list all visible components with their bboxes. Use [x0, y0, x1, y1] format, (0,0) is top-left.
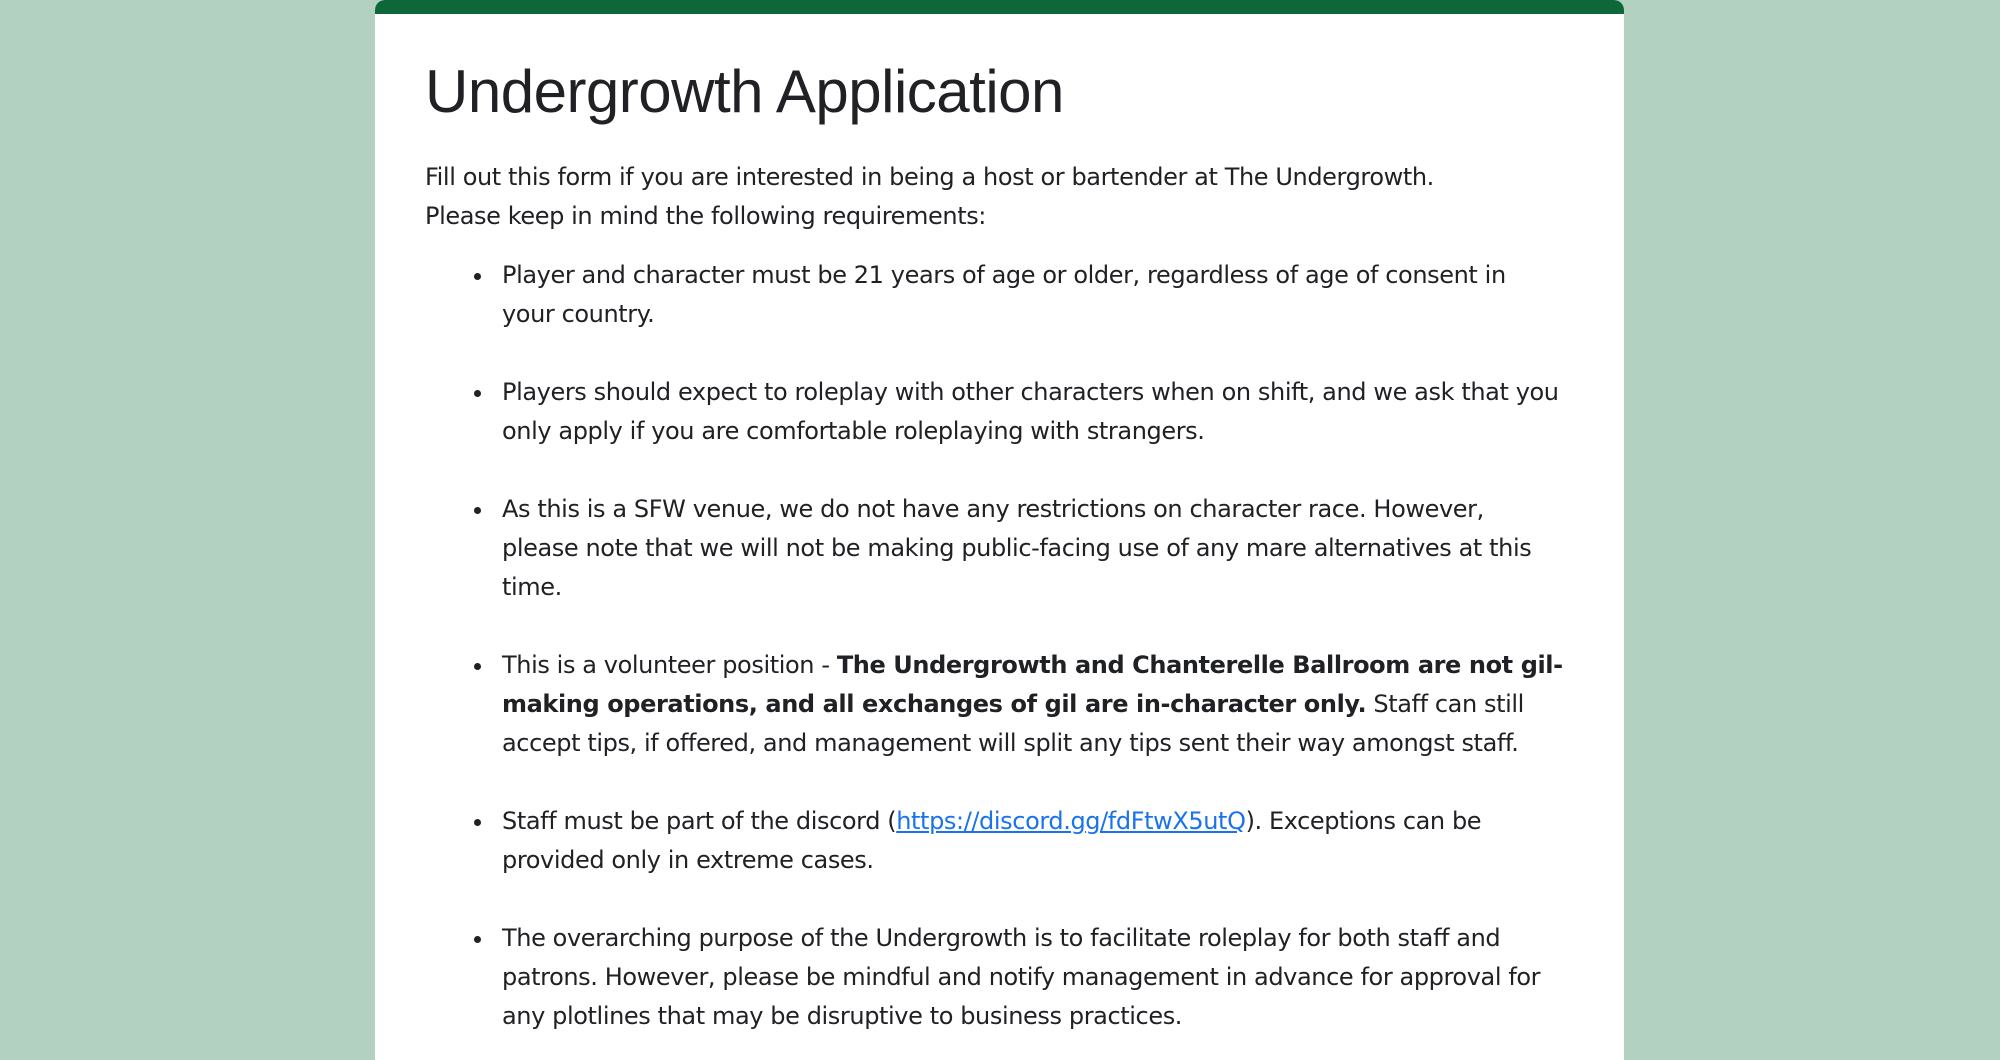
- form-header-card: [375, 0, 1624, 1060]
- requirement-roleplay: [502, 373, 1574, 451]
- requirement-text: Player and character must be 21 years of age or older, regardless of age of consent in your country.: [502, 261, 1506, 328]
- form-description: [425, 158, 1574, 236]
- requirement-sfw: [502, 490, 1574, 607]
- requirement-text: The overarching purpose of the Undergrowth is to facilitate roleplay for both staff and patrons. However, please be mindful and notify management in advance for approval for any plotlines that may be disruptive to business practices.: [502, 924, 1541, 1030]
- intro-line: Fill out this form if you are interested in being a host or bartender at The Undergrowth.: [425, 163, 1434, 191]
- requirement-text: ). Exceptions can be provided only in extreme cases.: [502, 807, 1482, 874]
- requirement-text: This is a volunteer position -: [502, 651, 837, 679]
- requirement-bold-text: The Undergrowth and Chanterelle Ballroom are not gil-making operations, and all exchanges of gil are in-character only.: [502, 651, 1563, 718]
- requirement-text: Staff can still accept tips, if offered, and management will split any tips sent their way amongst staff.: [502, 690, 1524, 757]
- requirement-discord: [502, 802, 1574, 880]
- form-accent-bar: [375, 0, 1624, 14]
- form-title: Undergrowth Application: [425, 58, 1064, 125]
- requirement-age: [502, 256, 1574, 334]
- requirement-text: Players should expect to roleplay with other characters when on shift, and we ask that you only apply if you are comfortable roleplaying with strangers.: [502, 378, 1559, 445]
- requirement-volunteer: [502, 646, 1574, 763]
- intro-line: Please keep in mind the following requirements:: [425, 202, 986, 230]
- requirement-text: Staff must be part of the discord (: [502, 807, 897, 835]
- form-header: [375, 14, 1624, 1036]
- requirement-purpose: [502, 919, 1574, 1036]
- requirements-list: [425, 256, 1574, 1036]
- requirement-text: As this is a SFW venue, we do not have any restrictions on character race. However, please note that we will not be making public-facing use of any mare alternatives at this time.: [502, 495, 1532, 601]
- discord-link[interactable]: https://discord.gg/fdFtwX5utQ: [896, 807, 1246, 835]
